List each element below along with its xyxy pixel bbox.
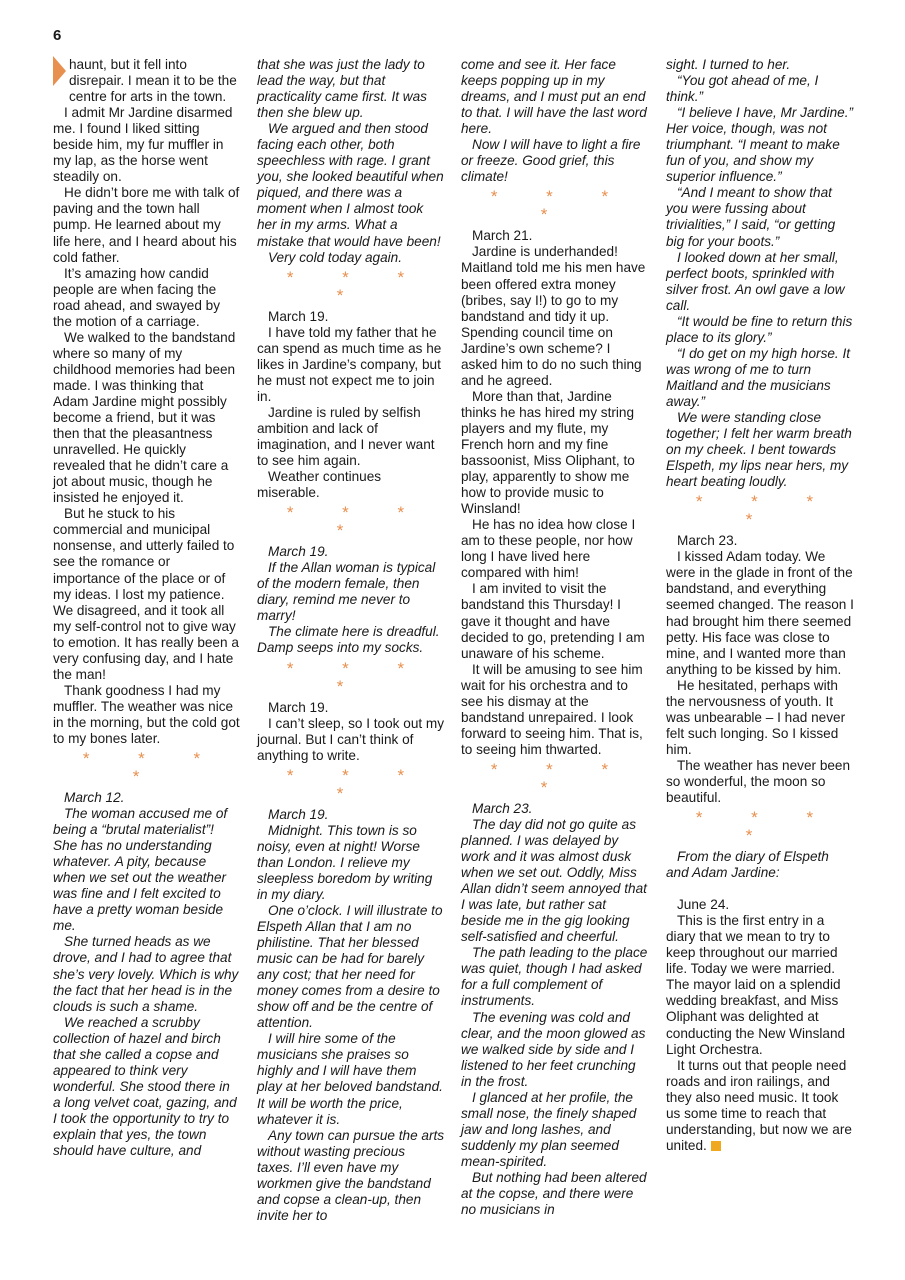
paragraph: March 23. xyxy=(472,800,533,816)
paragraph: We were standing close together; I felt her warm breath on my cheek. I bent towards Elspeth, my lips near hers, my heart beating loudly. xyxy=(666,410,852,490)
text-column-1 xyxy=(53,57,241,1159)
paragraph: I admit Mr Jardine disarmed me. I found I liked sitting beside him, my fur muffler in my lap, as the horse went steadily on. xyxy=(53,105,233,185)
text-column-2 xyxy=(257,57,445,1224)
paragraph: “I believe I have, Mr Jardine.” Her voice, though, was not triumphant. “I meant to make fun of you, and show my superior influence.” xyxy=(666,105,854,185)
paragraph: I glanced at her profile, the small nose, the finely shaped jaw and long lashes, and suddenly my plan seemed mean-spirited. xyxy=(461,1089,637,1169)
section-separator: * * * * xyxy=(286,503,427,541)
paragraph: I can’t sleep, so I took out my journal. But I can’t think of anything to write. xyxy=(257,715,445,763)
paragraph: Jardine is ruled by selfish ambition and lack of imagination, and I never want to see him again. xyxy=(257,404,435,469)
paragraph: The climate here is dreadful. Damp seeps into my socks. xyxy=(257,624,440,656)
paragraph: The path leading to the place was quiet, though I had asked for a full complement of instruments. xyxy=(461,945,648,1009)
section-separator: * * * * xyxy=(82,749,223,787)
section-separator: * * * * xyxy=(490,187,631,225)
paragraph: Any town can pursue the arts without wasting precious taxes. I’ll even have my workmen give the bandstand and copse a clean-up, then invite her to xyxy=(257,1127,445,1223)
paragraph: It’s amazing how candid people are when facing the road ahead, and swayed by the motion of a carriage. xyxy=(53,265,221,329)
section-separator: * * * * xyxy=(490,759,631,797)
section-separator: * * * * xyxy=(286,765,427,803)
paragraph: sight. I turned to her. xyxy=(666,57,791,72)
paragraph: March 19. xyxy=(268,308,329,324)
paragraph: The day did not go quite as planned. I was delayed by work and it was almost dusk when we set out. Oddly, Miss Allan didn’t seem annoyed that I was late, but rather sat beside me in the gig looking self-satisfied and cheerful. xyxy=(461,816,647,945)
paragraph: We argued and then stood facing each other, both speechless with rage. I grant you, she looked beautiful when piqued, and there was a moment when I almost took her in my arms. What a mistake that would have been! xyxy=(257,121,444,249)
section-separator: * * * * xyxy=(695,808,836,846)
page-number: 6 xyxy=(53,27,62,44)
paragraph: Jardine is underhanded! Maitland told me his men have been offered extra money (bribes, say I!) to go to my bandstand and tidy it up. Spending council time on Jardine’s own scheme? I asked him to do no such thing and he agreed. xyxy=(461,244,646,388)
paragraph: Now I will have to light a fire or freeze. Good grief, this climate! xyxy=(461,137,641,185)
paragraph: He has no idea how close I am to these people, nor how long I have lived here compared with him! xyxy=(461,517,636,581)
paragraph: The woman accused me of being a “brutal materialist”! She has no understanding whatever. A pity, because when we set out the weather was fine and I felt excited to have a pretty woman beside me. xyxy=(53,806,228,934)
paragraph: He didn’t bore me with talk of paving and the town hall pump. He learned about my life here, and I heard about his cold father. xyxy=(53,185,240,265)
paragraph: We reached a scrubby collection of hazel and birch that she called a copse and appeared to think very wonderful. She stood there in a long velvet coat, gazing, and I took the opportunity to try to explain that yes, the town should have culture, and xyxy=(53,1014,237,1159)
paragraph: Very cold today again. xyxy=(268,249,403,265)
text-column-3 xyxy=(461,57,649,1218)
text-column-4 xyxy=(666,57,854,1154)
section-separator: * * * * xyxy=(695,492,836,530)
section-separator: * * * * xyxy=(286,658,427,696)
paragraph: “It would be fine to return this place to its glory.” xyxy=(666,313,853,345)
paragraph: But nothing had been altered at the copse, and there were no musicians in xyxy=(461,1170,647,1218)
paragraph: Thank goodness I had my muffler. The weather was nice in the morning, but the cold got to my bones later. xyxy=(53,682,240,746)
paragraph: But he stuck to his commercial and municipal nonsense, and utterly failed to see the romance or importance of the place or of my ideas. I lost my patience. We disagreed, and it took all my self-control not to give way to emotion. It has really been a very confusing day, and I hate the man! xyxy=(53,506,239,682)
paragraph: Weather continues miserable. xyxy=(257,469,382,501)
paragraph: This is the first entry in a diary that we mean to try to keep throughout our married life. Today we were married. The mayor laid on a splendid wedding breakfast, and Miss Oliphant was delighted at conducting the New Winsland Light Orchestra. xyxy=(666,913,846,1057)
paragraph: March 19. xyxy=(268,544,329,560)
paragraph: March 12. xyxy=(64,790,125,806)
paragraph: We walked to the bandstand where so many of my childhood memories had been made. I was thinking that Adam Jardine might possibly become a friend, but it was then that the pleasantness unravelled. He quickly revealed that he didn’t care a jot about music, though he insisted he enjoyed it. xyxy=(53,329,236,506)
paragraph: haunt, but it fell into disrepair. I mean it to be the centre for arts in the town. xyxy=(69,57,237,105)
paragraph: March 19. xyxy=(268,806,329,822)
paragraph: “And I meant to show that you were fussing about trivialities,” I said, “or getting big for your boots.” xyxy=(666,185,836,249)
paragraph: The evening was cold and clear, and the moon glowed as we walked side by side and I listened to her feet crunching in the frost. xyxy=(461,1009,646,1089)
paragraph: I have told my father that he can spend as much time as he likes in Jardine’s company, but he must not expect me to join in. xyxy=(257,324,442,404)
paragraph: June 24. xyxy=(677,897,730,913)
paragraph: The weather has never been so wonderful, the moon so beautiful. xyxy=(666,757,851,806)
paragraph: He hesitated, perhaps with the nervousness of youth. It was unbearable – I had never felt such longing. So I kissed him. xyxy=(666,677,846,757)
paragraph: “You got ahead of me, I think.” xyxy=(666,73,819,105)
paragraph: I looked down at her small, perfect boots, sprinkled with silver frost. An owl gave a low call. xyxy=(666,249,845,313)
paragraph: More than that, Jardine thinks he has hired my string players and my flute, my French horn and my fine bassoonist, Miss Oliphant, to play, apparently to show me how to provide music to Winsland! xyxy=(461,388,635,517)
section-separator: * * * * xyxy=(286,267,427,305)
paragraph: “I do get on my high horse. It was wrong of me to turn Maitland and the musicians away.” xyxy=(666,345,851,409)
paragraph: March 23. xyxy=(677,533,738,549)
paragraph: I am invited to visit the bandstand this Thursday! I gave it thought and have decided to go, pretending I am unaware of his scheme. xyxy=(461,581,645,661)
paragraph: March 21. xyxy=(472,228,533,244)
paragraph-text: It turns out that people need roads and iron railings, and they also need music. It took us some time to reach that understanding, but now we are united. xyxy=(666,1057,852,1153)
paragraph: I kissed Adam today. We were in the glade in front of the bandstand, and everything seemed changed. The reason I had brought him there seemed petty. His face was close to mine, and I wanted more than anything to be kissed by him. xyxy=(666,549,854,677)
paragraph: March 19. xyxy=(268,699,329,715)
paragraph: Midnight. This town is so noisy, even at night! Worse than London. I relieve my sleepless boredom by writing in my diary. xyxy=(257,822,433,902)
paragraph: One o’clock. I will illustrate to Elspeth Allan that I am no philistine. That her blessed music can be had for barely any cost; that her need for money comes from a desire to show off and be the centre of attention. xyxy=(257,902,443,1031)
paragraph: She turned heads as we drove, and I had to agree that she’s very lovely. Which is why the fact that her head is in the clouds is such a shame. xyxy=(53,934,239,1014)
paragraph xyxy=(666,1058,854,1154)
paragraph: that she was just the lady to lead the way, but that practicality came first. It was then she blew up. xyxy=(257,57,427,121)
paragraph: If the Allan woman is typical of the modern female, then diary, remind me never to marry! xyxy=(257,560,436,624)
end-of-article-square-icon xyxy=(711,1141,721,1151)
paragraph: It will be amusing to see him wait for his orchestra and to see his dismay at the bandstand unrepaired. I look forward to seeing him. That is, to seeing him thwarted. xyxy=(461,661,643,757)
paragraph: From the diary of Elspeth and Adam Jardine: xyxy=(666,849,829,881)
paragraph-spacer xyxy=(666,881,854,897)
paragraph: come and see it. Her face keeps popping up in my dreams, and I must put an end to that. I will have the last word here. xyxy=(461,57,647,137)
paragraph: I will hire some of the musicians she praises so highly and I will have them play at her beloved bandstand. It will be worth the price, whatever it is. xyxy=(257,1031,443,1127)
